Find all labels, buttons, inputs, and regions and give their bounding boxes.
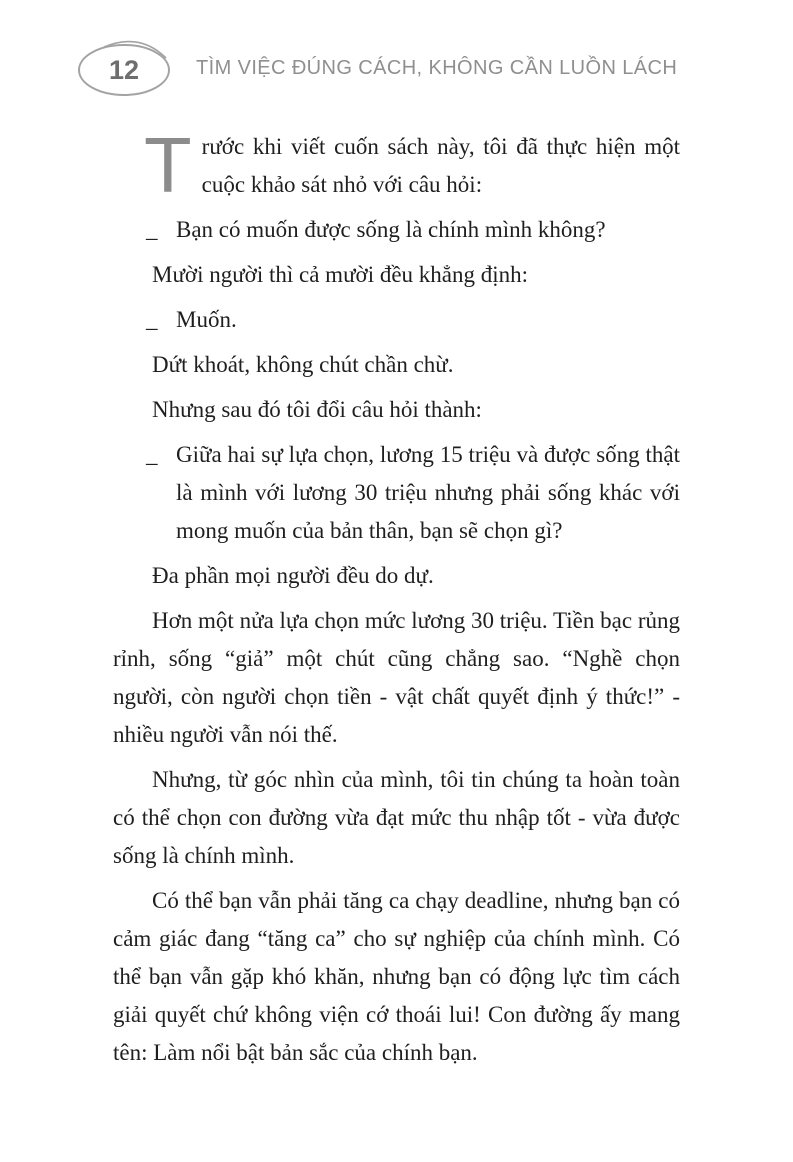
body-paragraph [113, 602, 680, 754]
page-header [76, 36, 733, 100]
page-number-badge [76, 37, 174, 99]
dialogue-line [113, 436, 680, 550]
dash-marker: _ [146, 217, 158, 242]
narrative-line [152, 391, 680, 429]
dialogue-text: Bạn có muốn được sống là chính mình không? [176, 217, 606, 242]
line-text: Đa phần mọi người đều do dự. [152, 563, 434, 588]
paragraph-text: Có thể bạn vẫn phải tăng ca chạy deadline, nhưng bạn có cảm giác đang “tăng ca” cho sự nghiệp của chính mình. Có thể bạn vẫn gặp khó khăn, nhưng bạn có động lực tìm cách giải quyết chứ không viện cớ thoái lui! Con đường ấy mang tên: Làm nổi bật bản sắc của chính bạn. [113, 888, 680, 1065]
line-text: Dứt khoát, không chút chần chừ. [152, 352, 454, 377]
line-text: Mười người thì cả mười đều khẳng định: [152, 262, 529, 287]
dash-marker: _ [146, 442, 158, 467]
dash-marker: _ [146, 307, 158, 332]
page-number: 12 [108, 55, 140, 85]
dialogue-text: Giữa hai sự lựa chọn, lương 15 triệu và được sống thật là mình với lương 30 triệu nhưng phải sống khác với mong muốn của bản thân, bạn sẽ chọn gì? [176, 442, 680, 543]
dialogue-text: Muốn. [176, 307, 237, 332]
line-text: Nhưng sau đó tôi đổi câu hỏi thành: [152, 397, 482, 422]
dialogue-line [113, 211, 680, 249]
paragraph-text: Hơn một nửa lựa chọn mức lương 30 triệu. Tiền bạc rủng rỉnh, sống “giả” một chút cũng chẳng sao. “Nghề chọn người, còn người chọn tiền - vật chất quyết định ý thức!” - nhiều người vẫn nói thế. [113, 608, 680, 747]
page-body [113, 121, 680, 1079]
paragraph-text: Nhưng, từ góc nhìn của mình, tôi tin chúng ta hoàn toàn có thể chọn con đường vừa đạt mức thu nhập tốt - vừa được sống là chính mình. [113, 767, 680, 868]
narrative-line [152, 557, 680, 595]
dialogue-line [113, 301, 680, 339]
paragraph-text: rước khi viết cuốn sách này, tôi đã thực hiện một cuộc khảo sát nhỏ với câu hỏi: [201, 134, 680, 197]
page-number-ellipse-icon [76, 37, 174, 99]
body-paragraph [113, 882, 680, 1072]
opening-paragraph [144, 121, 680, 209]
narrative-line [152, 346, 680, 384]
body-paragraph [113, 761, 680, 875]
running-title: TÌM VIỆC ĐÚNG CÁCH, KHÔNG CẦN LUỒN LÁCH [196, 56, 678, 79]
drop-cap: T [144, 121, 192, 209]
narrative-line [152, 256, 680, 294]
